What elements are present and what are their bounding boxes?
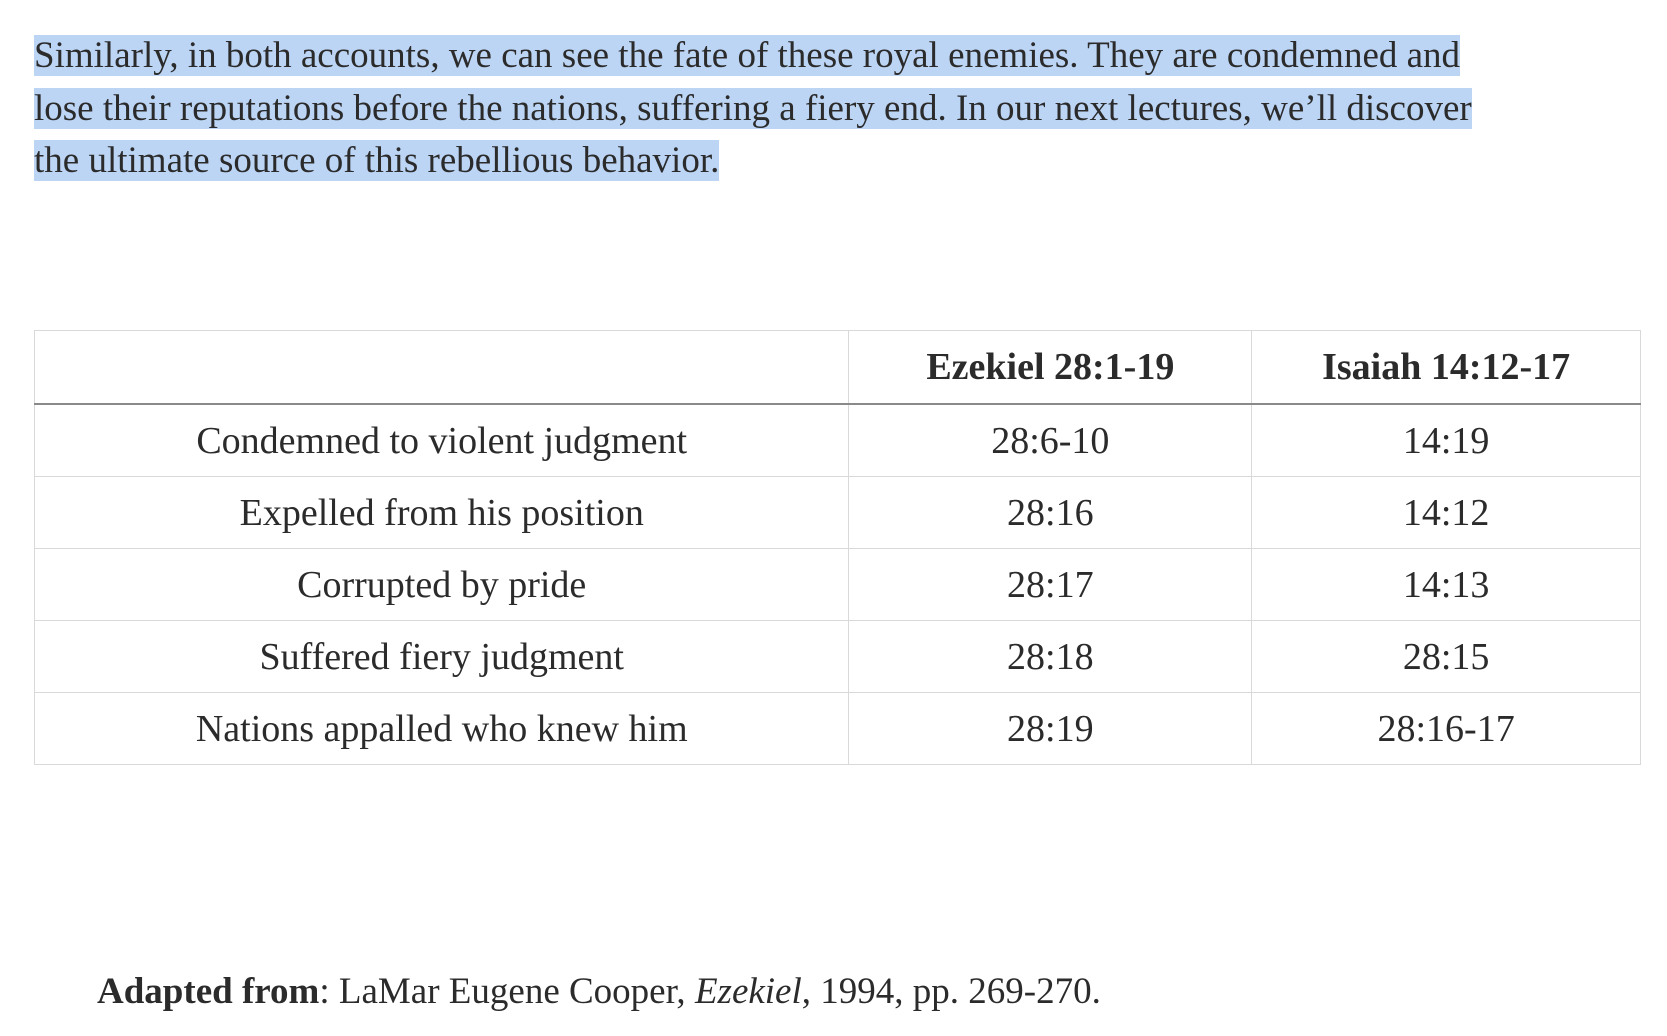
- table-cell: 28:16-17: [1252, 693, 1641, 765]
- table-cell: 28:18: [849, 621, 1252, 693]
- table-row: [35, 549, 1641, 621]
- table-row: [35, 621, 1641, 693]
- selected-paragraph: [34, 30, 1634, 188]
- paragraph-line: Similarly, in both accounts, we can see the fate of these royal enemies. They are condemned and: [34, 35, 1461, 76]
- table-cell: Nations appalled who knew him: [35, 693, 849, 765]
- table-cell: 28:17: [849, 549, 1252, 621]
- table-row: [35, 477, 1641, 549]
- attribution-title: Ezekiel: [694, 971, 802, 1012]
- table-row: [35, 693, 1641, 765]
- table-cell: 28:6-10: [849, 404, 1252, 477]
- table-cell: Corrupted by pride: [35, 549, 849, 621]
- table-cell: Suffered fiery judgment: [35, 621, 849, 693]
- attribution-details: , 1994, pp. 269-270.: [801, 971, 1101, 1012]
- attribution-colon: :: [319, 971, 330, 1012]
- table-cell: 28:15: [1252, 621, 1641, 693]
- paragraph-line: the ultimate source of this rebellious behavior.: [34, 140, 720, 181]
- table-header-cell: Ezekiel 28:1-19: [849, 331, 1252, 405]
- table-cell: 14:12: [1252, 477, 1641, 549]
- attribution-author: LaMar Eugene Cooper,: [329, 971, 695, 1012]
- table-header-row: [35, 331, 1641, 405]
- table-cell: 28:16: [849, 477, 1252, 549]
- table-header-cell: Isaiah 14:12-17: [1252, 331, 1641, 405]
- table-cell: 28:19: [849, 693, 1252, 765]
- table-row: [35, 404, 1641, 477]
- table-cell: Condemned to violent judgment: [35, 404, 849, 477]
- comparison-table: [34, 330, 1641, 765]
- source-attribution: [97, 966, 1101, 1018]
- table-cell: Expelled from his position: [35, 477, 849, 549]
- paragraph-line: lose their reputations before the nations, suffering a fiery end. In our next lectures, we’ll discover: [34, 87, 1472, 129]
- table-cell: 14:19: [1252, 404, 1641, 477]
- attribution-label: Adapted from: [97, 971, 320, 1012]
- table-cell: 14:13: [1252, 549, 1641, 621]
- table-header-cell: [35, 331, 849, 405]
